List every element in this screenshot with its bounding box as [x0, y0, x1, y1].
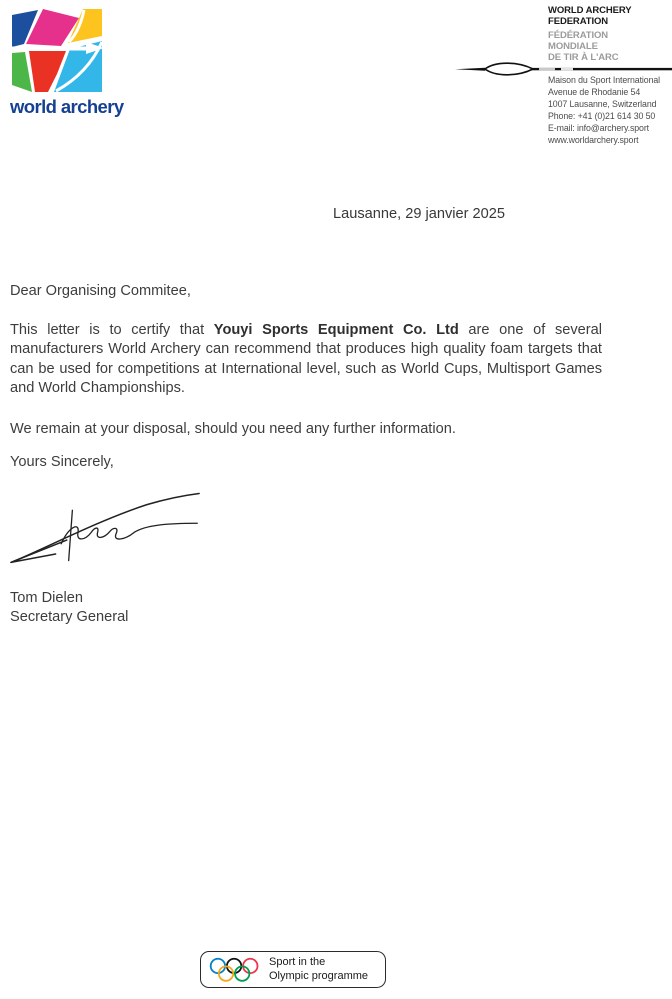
- org-name-en-line2: FEDERATION: [548, 16, 609, 27]
- signatory-name: Tom Dielen: [10, 590, 83, 606]
- org-name-en-line1: WORLD ARCHERY: [548, 5, 632, 16]
- olympic-programme-label: [269, 956, 368, 983]
- address-line: E-mail: info@archery.sport: [548, 122, 650, 133]
- org-name-fr-line3: DE TIR À L'ARC: [548, 52, 619, 63]
- body-text-before: This letter is to certify that: [10, 322, 214, 338]
- org-name-block: [548, 5, 632, 63]
- address-block: [548, 75, 660, 146]
- closing-line: We remain at your disposal, should you need any further information.: [10, 421, 456, 437]
- signatory-block: [10, 589, 128, 628]
- body-text-after: are one of several manufacturers World Archery can recommend that produces high quality foam targets that can be used for competitions at International level, such as World Cups, Multisport Games and World Championships.: [10, 322, 602, 396]
- olympic-programme-label-line1: Sport in the: [269, 956, 326, 968]
- world-archery-logo: [10, 8, 124, 118]
- salutation: Dear Organising Commitee,: [10, 283, 191, 299]
- signature-image: [2, 486, 208, 568]
- sign-off: Yours Sincerely,: [10, 454, 114, 470]
- org-name-fr-line2: MONDIALE: [548, 41, 598, 52]
- body-paragraph: [10, 321, 602, 398]
- address-line: Maison du Sport International: [548, 75, 661, 85]
- world-archery-logo-icon: [10, 8, 104, 94]
- olympic-programme-badge: [200, 951, 386, 988]
- address-line: 1007 Lausanne, Switzerland: [548, 98, 657, 109]
- address-line: www.worldarchery.sport: [548, 134, 639, 145]
- address-line: Phone: +41 (0)21 614 30 50: [548, 110, 656, 121]
- signatory-title: Secretary General: [10, 609, 129, 626]
- address-line: Avenue de Rhodanie 54: [548, 86, 641, 97]
- olympic-rings-icon: [208, 956, 262, 984]
- date-line: Lausanne, 29 janvier 2025: [333, 206, 506, 222]
- org-name-fr-line1: FÉDÉRATION: [548, 30, 609, 41]
- company-name: Youyi Sports Equipment Co. Ltd: [213, 322, 459, 338]
- world-archery-wordmark: world archery: [10, 96, 124, 117]
- olympic-programme-label-line2: Olympic programme: [269, 969, 369, 982]
